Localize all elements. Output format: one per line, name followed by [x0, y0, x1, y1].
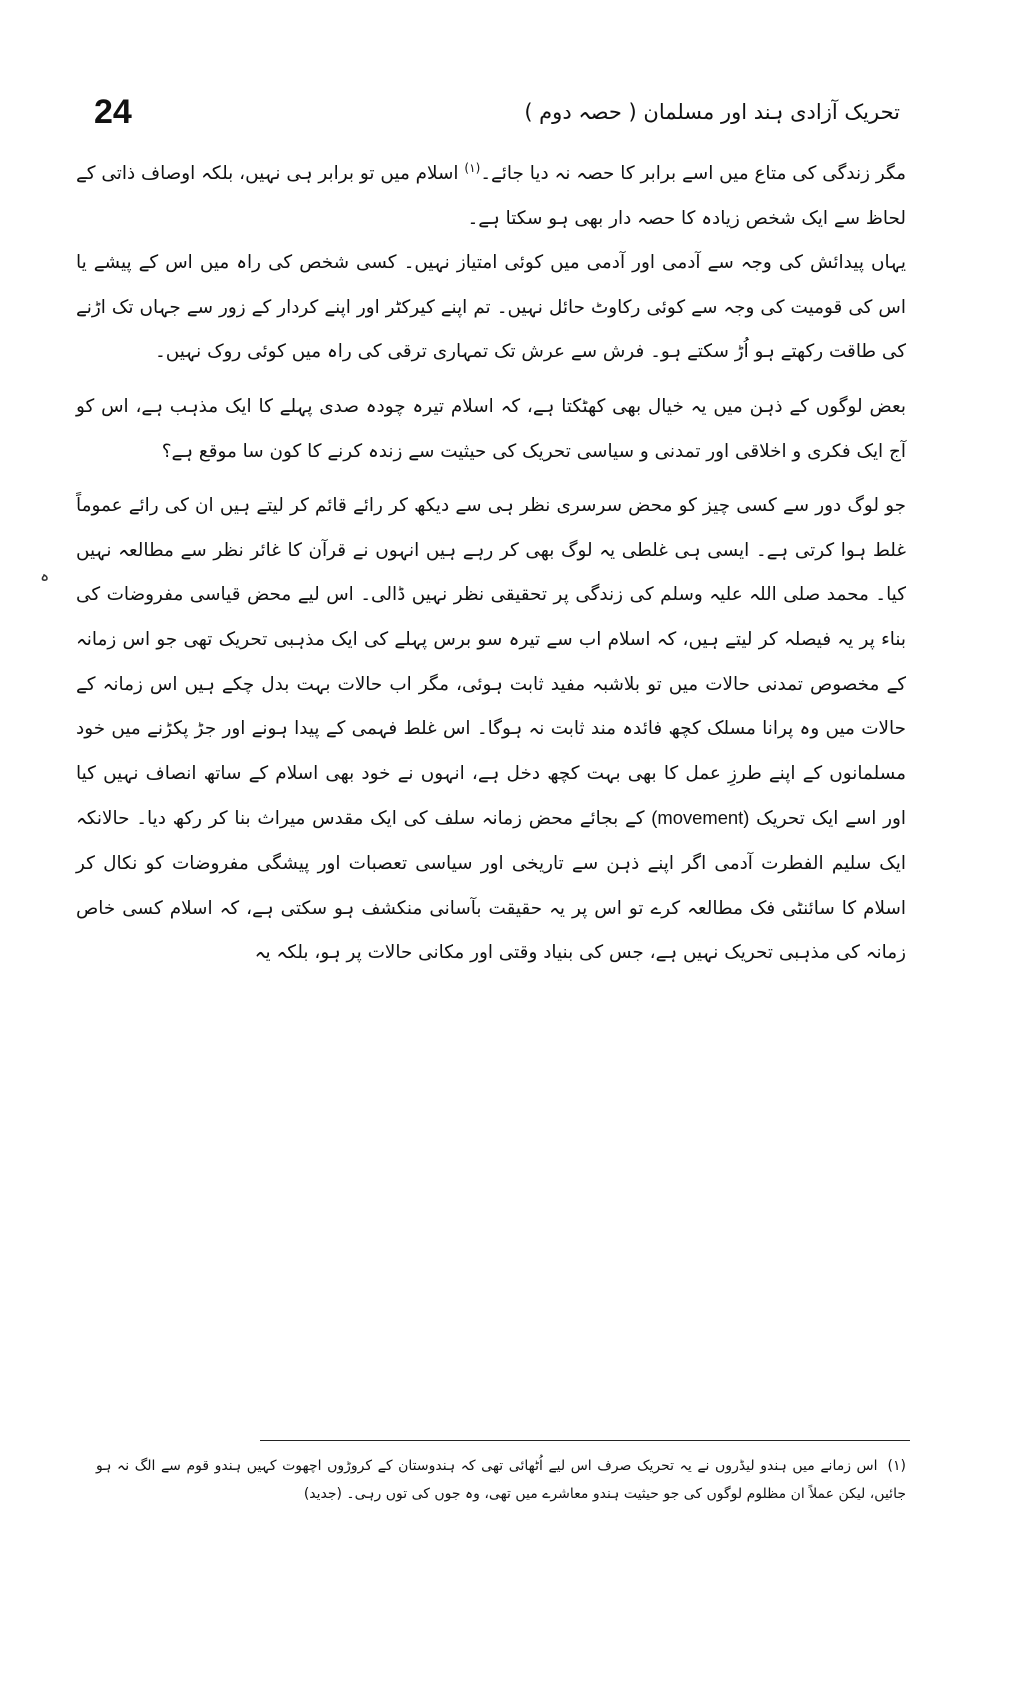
footnote-reference: (۱)	[464, 160, 481, 175]
paragraph-1-text-a: مگر زندگی کی متاع میں اسے برابر کا حصہ نہ دیا جائے۔	[480, 163, 907, 184]
footnote	[96, 1452, 906, 1508]
margin-mark: ہ	[40, 566, 50, 585]
paragraph-4-text-b: کے بجائے محض زمانہ سلف کی ایک مقدس میراث بنا کر رکھ دیا۔ حالانکہ ایک سلیم الفطرت آدمی اگر اپنے ذہن سے تاریخی اور سیاسی تعصبات اور پیشگی مفروضات کو نکال کر اسلام کا سائنٹی فک مطالعہ کرے تو اس پر یہ حقیقت بآسانی منکشف ہو سکتی ہے، کہ اسلام کسی خاص زمانہ کی مذہبی تحریک نہیں ہے، جس کی بنیاد وقتی اور مکانی حالات پر ہو، بلکہ یہ	[76, 808, 906, 964]
footnote-divider	[260, 1440, 910, 1441]
running-title: تحریک آزادی ہند اور مسلمان ( حصہ دوم )	[524, 100, 900, 124]
paragraph-2: یہاں پیدائش کی وجہ سے آدمی اور آدمی میں کوئی امتیاز نہیں۔ کسی شخص کی راہ میں اس کے پیشے یا اس کی قومیت کی وجہ سے کوئی رکاوٹ حائل نہیں۔ تم اپنے کیرکٹر اور اپنے کردار کے زور سے جہاں تک اڑنے کی طاقت رکھتے ہو اُڑ سکتے ہو۔ فرش سے عرش تک تمہاری ترقی کی راہ میں کوئی روک نہیں۔	[76, 252, 906, 363]
movement-term: (movement)	[651, 807, 750, 829]
paragraph-4	[76, 484, 906, 976]
footnote-marker: (۱)	[887, 1458, 906, 1474]
paragraph-1	[76, 152, 906, 241]
paragraph-3: بعض لوگوں کے ذہن میں یہ خیال بھی کھٹکتا ہے، کہ اسلام تیرہ چودہ صدی پہلے کا ایک مذہب ہے، اس کو آج ایک فکری و اخلاقی اور تمدنی و سیاسی تحریک کی حیثیت سے زندہ کرنے کا کون سا موقع ہے؟	[76, 395, 906, 462]
page-number: 24	[94, 93, 132, 131]
body-text	[76, 152, 906, 976]
paragraph-4-text-a: جو لوگ دور سے کسی چیز کو محض سرسری نظر ہی سے دیکھ کر رائے قائم کر لیتے ہیں ان کی رائے عموماً غلط ہوا کرتی ہے۔ ایسی ہی غلطی یہ لوگ بھی کر رہے ہیں انہوں نے قرآن کا غائر نظر سے مطالعہ نہیں کیا۔ محمد صلی اللہ علیہ وسلم کی زندگی پر تحقیقی نظر نہیں ڈالی۔ اس لیے محض قیاسی مفروضات کی بناء پر یہ فیصلہ کر لیتے ہیں، کہ اسلام اب سے تیرہ سو برس پہلے کی ایک مذہبی تحریک تھی جو اس زمانہ کے مخصوص تمدنی حالات میں تو بلاشبہ مفید ثابت ہوئی، مگر اب حالات بہت بدل چکے ہیں اس زمانہ کے حالات میں وہ پرانا مسلک کچھ فائدہ مند ثابت نہ ہوگا۔ اس غلط فہمی کے پیدا ہونے اور جڑ پکڑنے میں خود مسلمانوں کے اپنے طرزِ عمل کا بھی بہت کچھ دخل ہے، انہوں نے خود بھی اسلام کے ساتھ انصاف نہیں کیا اور اسے ایک تحریک	[76, 495, 906, 830]
footnote-text: اس زمانے میں ہندو لیڈروں نے یہ تحریک صرف اس لیے اُٹھائی تھی کہ ہندوستان کے کروڑوں اچھوت کہیں ہندو قوم سے الگ نہ ہو جائیں، لیکن عملاً ان مظلوم لوگوں کی جو حیثیت ہندو معاشرے میں تھی، وہ جوں کی توں رہی۔ (جدید)	[96, 1458, 906, 1502]
paragraph-1-text-b: اسلام میں تو برابر ہی نہیں، بلکہ اوصاف ذاتی کے لحاظ سے ایک شخص زیادہ کا حصہ دار بھی ہو سکتا ہے۔	[76, 163, 906, 229]
page-header	[80, 92, 900, 142]
